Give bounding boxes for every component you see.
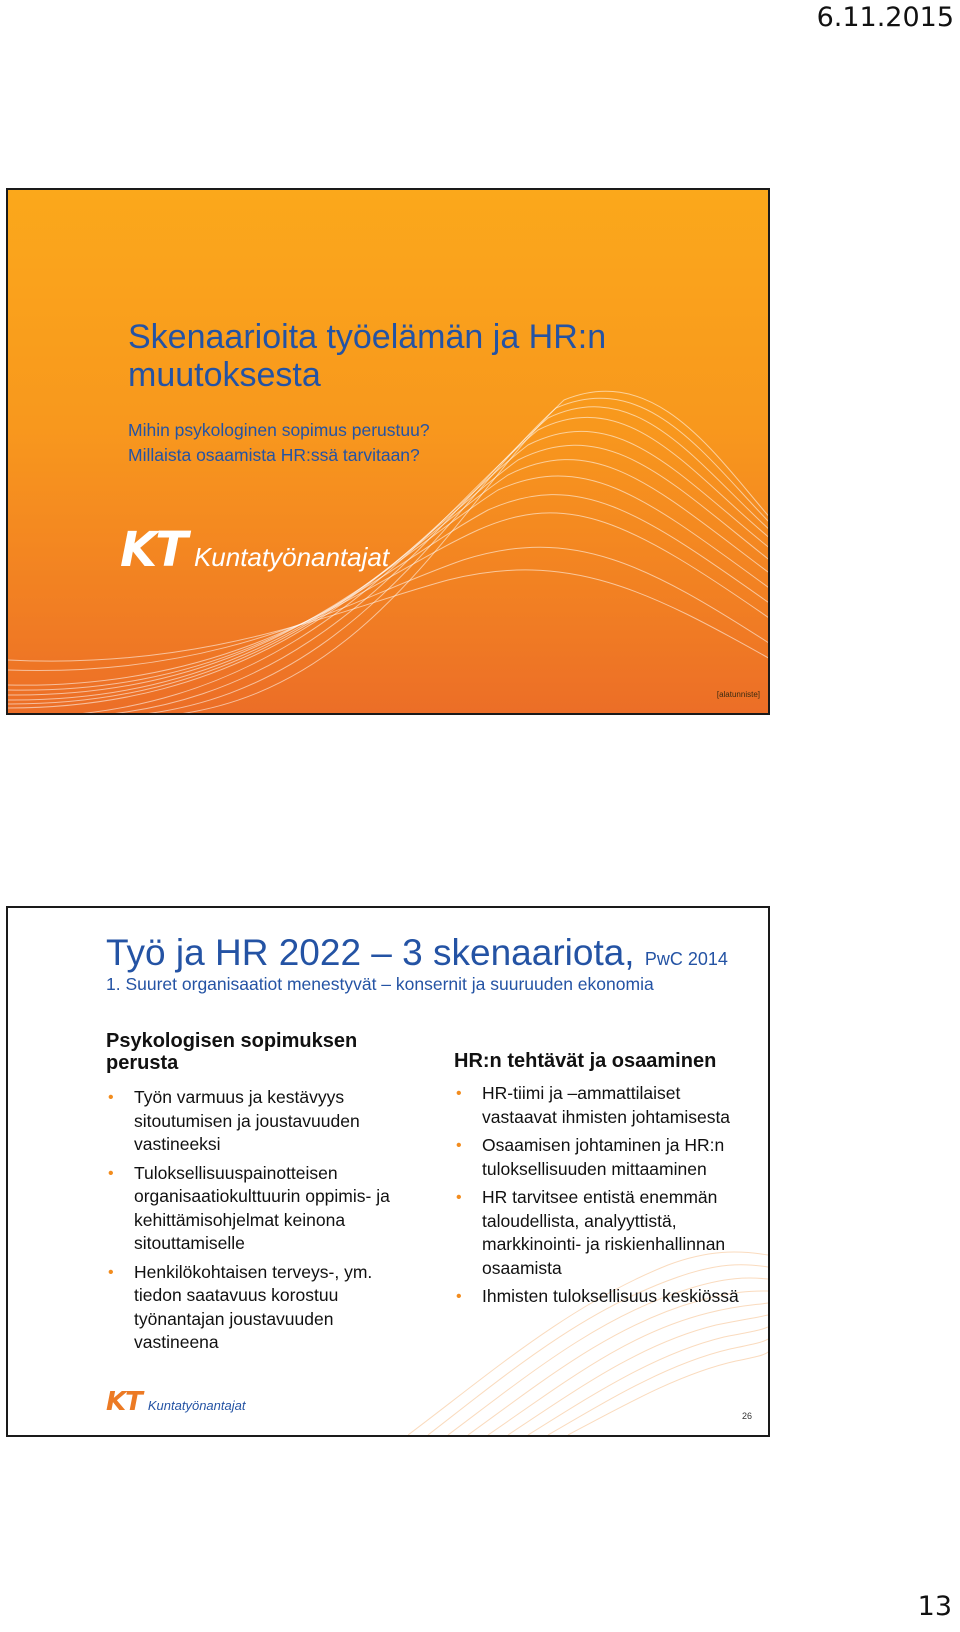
slide-title-text: Työ ja HR 2022 – 3 skenaariota,	[106, 932, 635, 973]
right-bullet-list	[454, 1082, 754, 1309]
slide-number: 26	[742, 1411, 753, 1421]
kt-logo-mark: KT	[106, 1387, 142, 1417]
footer-tag: [alatunniste]	[716, 690, 760, 699]
slide-subtitle: 1. Suuret organisaatiot menestyvät – konsernit ja suuruuden ekonomia	[106, 974, 654, 994]
right-column-heading: HR:n tehtävät ja osaaminen	[454, 1050, 717, 1072]
bullet-item: • Työn varmuus ja kestävyys sitoutumisen ja joustavuuden vastineeksi	[106, 1086, 416, 1157]
slide-title	[106, 932, 728, 974]
slide-title: Skenaarioita työelämän ja HR:n muutoksesta	[128, 318, 607, 394]
bullet-item: • Osaamisen johtaminen ja HR:n tuloksellisuuden mittaaminen	[454, 1134, 754, 1181]
left-column-heading: Psykologisen sopimuksen perusta	[106, 1030, 358, 1074]
kt-logo	[120, 522, 390, 578]
slide-title-source: PwC 2014	[644, 949, 728, 969]
right-column	[454, 1050, 754, 1314]
bullet-item: • HR tarvitsee entistä enemmän taloudellista, analyyttistä, markkinointi- ja riskienhallinnan osaamista	[454, 1186, 754, 1280]
bullet-item: • HR-tiimi ja –ammattilaiset vastaavat ihmisten johtamisesta	[454, 1082, 754, 1129]
subtitle-line: Mihin psykologinen sopimus perustuu?	[128, 420, 430, 440]
kt-logo-name: Kuntatyönantajat	[193, 542, 390, 572]
page-date: 6.11.2015	[816, 2, 954, 33]
left-column	[106, 1030, 416, 1360]
left-bullet-list	[106, 1086, 416, 1355]
kt-logo-mark: KT	[120, 522, 186, 578]
kt-logo-name: Kuntatyönantajat	[147, 1398, 246, 1413]
kt-logo	[106, 1387, 246, 1417]
bullet-item: • Henkilökohtaisen terveys-, ym. tiedon saatavuus korostuu työnantajan joustavuuden vastineena	[106, 1261, 416, 1355]
bullet-item: • Ihmisten tuloksellisuus keskiössä	[454, 1285, 754, 1309]
title-slide	[6, 188, 770, 715]
slide-subtitle	[128, 418, 430, 468]
page-number: 13	[917, 1591, 952, 1622]
bullet-item: • Tuloksellisuuspainotteisen organisaatiokulttuurin oppimis- ja kehittämisohjelmat keinona sitouttamiselle	[106, 1162, 416, 1256]
subtitle-line: Millaista osaamista HR:ssä tarvitaan?	[128, 445, 420, 465]
content-slide	[6, 906, 770, 1437]
